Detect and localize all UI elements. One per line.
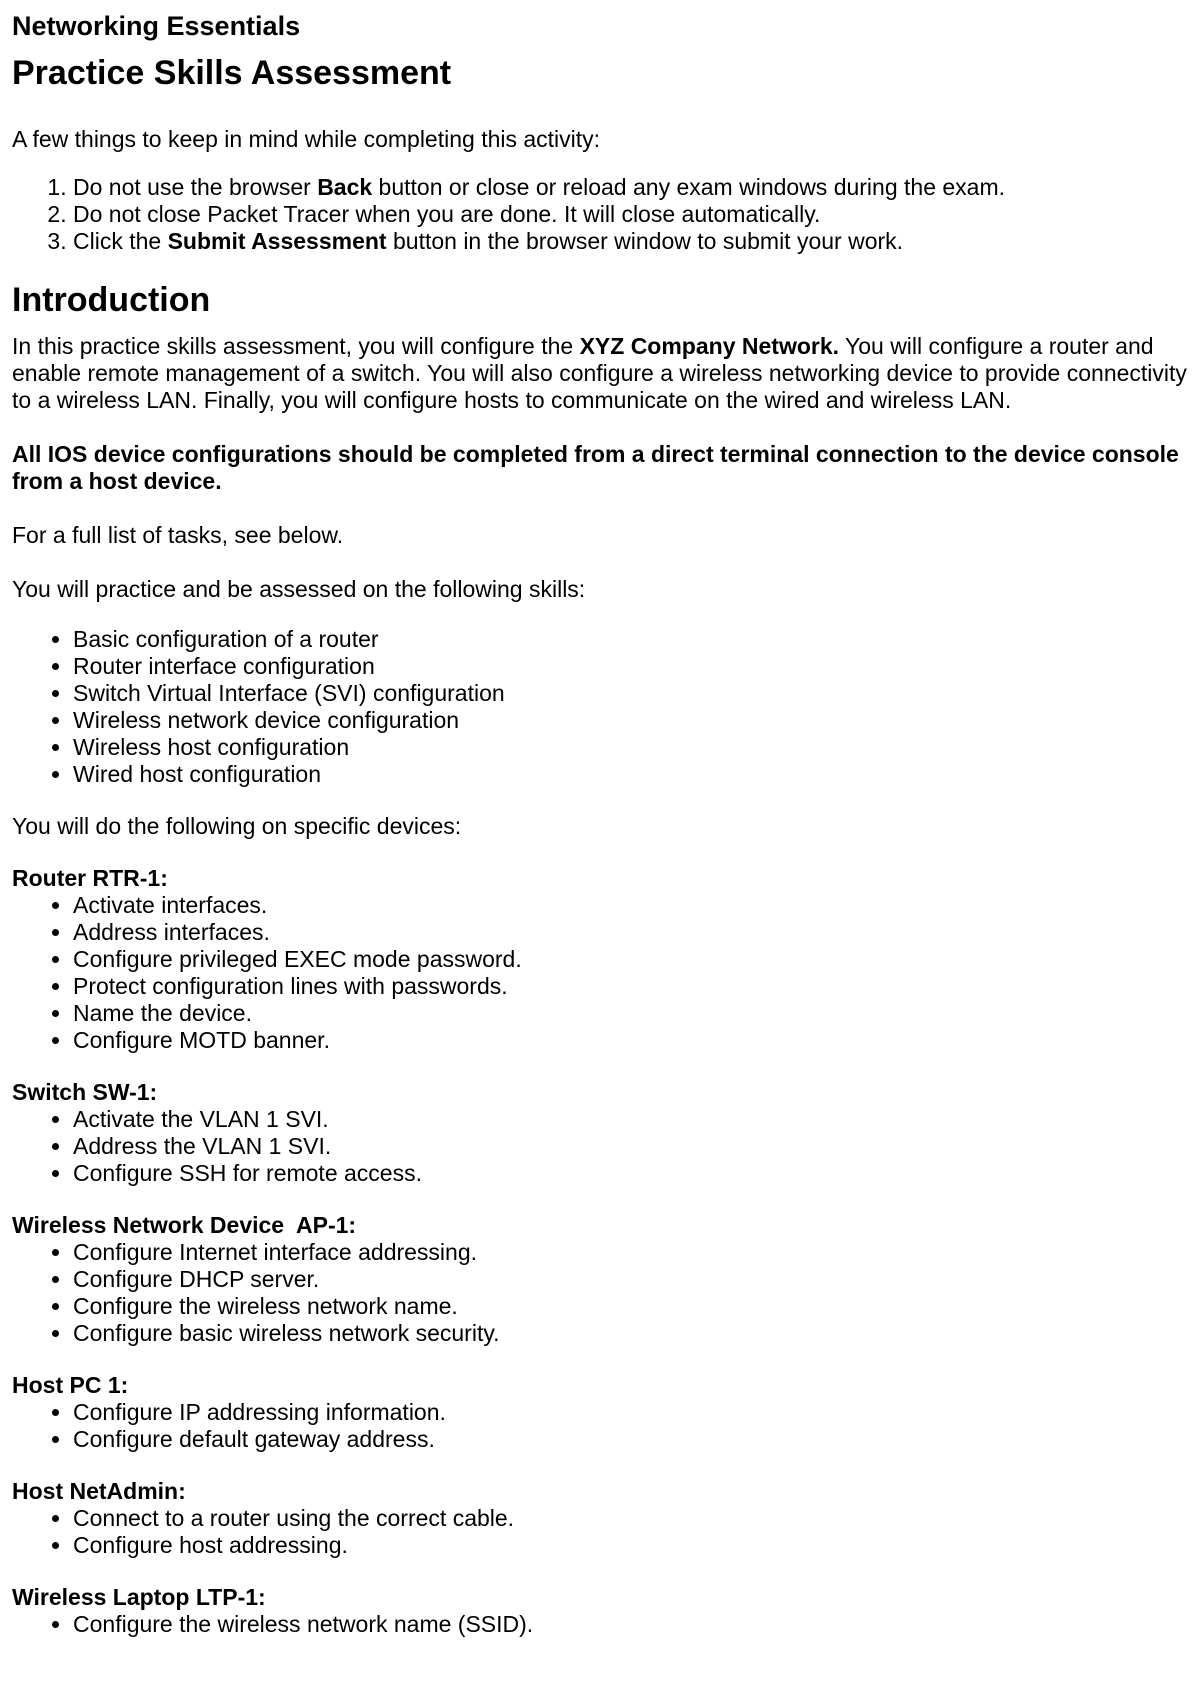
skills-list	[12, 626, 1188, 788]
device-task-item: • Configure IP addressing information.	[73, 1399, 1188, 1426]
device-tasks-pc1	[12, 1399, 1188, 1453]
reminder-text: button in the browser window to submit your work.	[386, 228, 904, 254]
configuration-note: All IOS device configurations should be completed from a direct terminal connection to the device console from a host device.	[12, 441, 1179, 494]
device-task-item: • Configure the wireless network name.	[73, 1293, 1188, 1320]
device-task-item: • Configure SSH for remote access.	[73, 1160, 1188, 1187]
reminders-intro: A few things to keep in mind while completing this activity:	[12, 126, 601, 152]
device-tasks-access-point	[12, 1239, 1188, 1347]
introduction-heading: Introduction	[12, 281, 211, 319]
skill-item: • Wireless host configuration	[73, 734, 1188, 761]
device-tasks-switch	[12, 1106, 1188, 1187]
device-task-item: • Configure MOTD banner.	[73, 1027, 1188, 1054]
reminder-item	[73, 174, 1188, 201]
device-heading-netadmin: Host NetAdmin:	[12, 1478, 186, 1504]
device-tasks-laptop	[12, 1611, 1188, 1638]
skills-intro: You will practice and be assessed on the following skills:	[12, 576, 586, 602]
device-task-item: • Name the device.	[73, 1000, 1188, 1027]
device-task-item: • Protect configuration lines with passwords.	[73, 973, 1188, 1000]
page-title: Practice Skills Assessment	[12, 54, 452, 92]
device-task-item: • Connect to a router using the correct cable.	[73, 1505, 1188, 1532]
reminder-bold-text: Submit Assessment	[167, 228, 387, 254]
device-tasks-netadmin	[12, 1505, 1188, 1559]
intro-bold-text: XYZ Company Network.	[579, 333, 840, 359]
reminder-item	[73, 228, 1188, 255]
device-heading-pc1: Host PC 1:	[12, 1372, 129, 1398]
course-title: Networking Essentials	[12, 11, 301, 41]
device-task-item: • Configure host addressing.	[73, 1532, 1188, 1559]
device-heading-laptop: Wireless Laptop LTP-1:	[12, 1584, 266, 1610]
device-tasks-router	[12, 892, 1188, 1054]
skill-item: • Basic configuration of a router	[73, 626, 1188, 653]
skill-item: • Switch Virtual Interface (SVI) configuration	[73, 680, 1188, 707]
device-task-item: • Address interfaces.	[73, 919, 1188, 946]
skill-item: • Router interface configuration	[73, 653, 1188, 680]
reminder-text: button or close or reload any exam windows during the exam.	[372, 174, 1006, 200]
introduction-paragraph	[12, 333, 1188, 414]
device-heading-router: Router RTR-1:	[12, 865, 168, 891]
skill-item: • Wired host configuration	[73, 761, 1188, 788]
device-heading-text: Wireless Network Device AP-1:	[12, 1212, 357, 1238]
devices-intro: You will do the following on specific devices:	[12, 813, 462, 839]
reminder-bold-text: Back	[317, 174, 373, 200]
intro-text: In this practice skills assessment, you will configure the	[12, 333, 580, 359]
tasks-line: For a full list of tasks, see below.	[12, 522, 344, 548]
device-task-item: • Activate the VLAN 1 SVI.	[73, 1106, 1188, 1133]
device-heading-access-point	[12, 1212, 1188, 1239]
device-task-item: • Activate interfaces.	[73, 892, 1188, 919]
reminder-item	[73, 201, 1188, 228]
device-task-item: • Address the VLAN 1 SVI.	[73, 1133, 1188, 1160]
device-task-item: • Configure privileged EXEC mode password.	[73, 946, 1188, 973]
reminder-text: Do not close Packet Tracer when you are done. It will close automatically.	[73, 201, 821, 227]
reminder-text: Do not use the browser	[73, 174, 318, 200]
skill-item: • Wireless network device configuration	[73, 707, 1188, 734]
reminders-list	[12, 174, 1188, 255]
reminder-text: Click the	[73, 228, 168, 254]
device-task-item: • Configure DHCP server.	[73, 1266, 1188, 1293]
device-task-item: • Configure Internet interface addressing.	[73, 1239, 1188, 1266]
device-task-item: • Configure basic wireless network security.	[73, 1320, 1188, 1347]
device-task-item: • Configure default gateway address.	[73, 1426, 1188, 1453]
device-heading-switch: Switch SW-1:	[12, 1079, 158, 1105]
intro-text: You will configure a router and enable remote management of a switch. You will also configure a wireless networking device to provide connectivity to a wireless LAN. Finally, you will configure hosts to communicate on the wired and wireless LAN.	[12, 333, 1187, 413]
device-task-item: • Configure the wireless network name (SSID).	[73, 1611, 1188, 1638]
